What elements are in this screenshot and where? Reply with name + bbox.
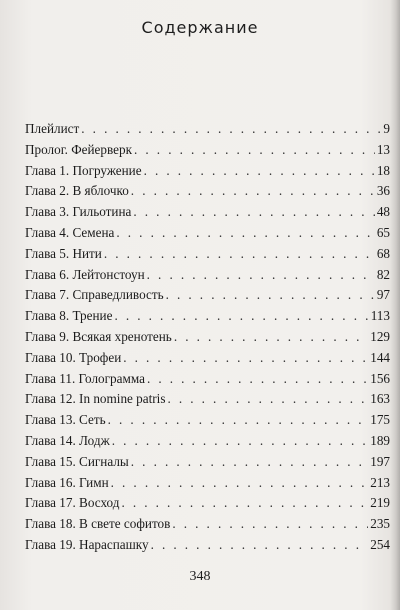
dot-leader: [167, 391, 368, 407]
toc-entry: [25, 516, 390, 537]
page-edge-shadow: [390, 0, 400, 610]
toc-entry-title: Глава 17. Восход: [25, 495, 120, 511]
toc-entry-title: Глава 13. Сеть: [25, 412, 106, 428]
toc-entry-page: 82: [376, 266, 390, 282]
toc-entry: [25, 350, 390, 371]
page-number: 348: [189, 569, 211, 584]
toc-entry-title: Пролог. Фейерверк: [25, 141, 133, 157]
dot-leader: [114, 308, 368, 324]
toc-entry: [25, 433, 390, 454]
toc-entry: [25, 225, 390, 246]
toc-entry-title: Глава 2. В яблочко: [25, 183, 129, 199]
toc-entry-title: Глава 10. Трофеи: [25, 349, 122, 365]
page-title: Содержание: [141, 18, 259, 37]
dot-leader: [172, 516, 368, 532]
toc-entry: [25, 246, 390, 267]
toc-entry: [25, 308, 390, 329]
toc-entry-title: Глава 9. Всякая хренотень: [25, 328, 172, 344]
toc-entry-page: 156: [370, 370, 390, 386]
toc-entry-title: Глава 16. Гимн: [25, 474, 109, 490]
toc-entry-page: 36: [376, 183, 390, 199]
dot-leader: [108, 412, 369, 428]
toc-entry-title: Глава 12. In nomine patris: [25, 391, 166, 407]
dot-leader: [151, 537, 369, 553]
toc-entry: [25, 391, 390, 412]
toc-entry-page: 18: [376, 162, 390, 178]
toc-entry-page: 213: [370, 474, 390, 490]
dot-leader: [147, 267, 375, 283]
toc-entry-page: 144: [370, 349, 390, 365]
toc-entry-title: Глава 8. Трение: [25, 308, 113, 324]
toc-entry-title: Глава 15. Сигналы: [25, 453, 129, 469]
toc-entry-page: 113: [370, 308, 390, 324]
toc-entry-page: 163: [370, 391, 390, 407]
toc-entry: [25, 495, 390, 516]
toc-entry-page: 68: [376, 245, 390, 261]
toc-entry: [25, 142, 390, 163]
dot-leader: [147, 371, 368, 387]
dot-leader: [166, 287, 375, 303]
toc-entry: [25, 475, 390, 496]
toc-entry: [25, 121, 390, 142]
dot-leader: [116, 225, 374, 241]
toc-entry: [25, 183, 390, 204]
toc-entry: [25, 163, 390, 184]
dot-leader: [121, 495, 368, 511]
toc-entry: [25, 537, 390, 558]
toc-entry-title: Глава 18. В свете софитов: [25, 516, 171, 532]
toc-entry-page: 219: [370, 495, 390, 511]
dot-leader: [81, 121, 381, 137]
toc-entry-page: 175: [370, 412, 390, 428]
dot-leader: [133, 204, 374, 220]
toc-entry-page: 13: [376, 141, 390, 157]
toc-entry-page: 254: [370, 536, 390, 552]
toc-entry: [25, 287, 390, 308]
toc-entry-title: Глава 1. Погружение: [25, 162, 142, 178]
dot-leader: [131, 454, 368, 470]
toc-entry-page: 235: [370, 516, 390, 532]
dot-leader: [144, 163, 375, 179]
dot-leader: [104, 246, 375, 262]
toc-entry-page: 189: [370, 432, 390, 448]
dot-leader: [111, 475, 369, 491]
toc-entry-page: 9: [383, 121, 390, 136]
toc-entry-title: Глава 3. Гильотина: [25, 204, 132, 220]
toc-entry: [25, 371, 390, 392]
toc-entry: [25, 412, 390, 433]
toc-entry-page: 65: [376, 224, 390, 240]
toc-entry-title: Глава 11. Голограмма: [25, 370, 145, 386]
toc-entry-page: 97: [376, 287, 390, 303]
dot-leader: [123, 350, 368, 366]
toc-entry-page: 197: [370, 453, 390, 469]
toc-entry: [25, 267, 390, 288]
toc-entry-title: Глава 6. Лейтонстоун: [25, 266, 145, 282]
toc-entry-title: Глава 5. Нити: [25, 245, 102, 261]
dot-leader: [174, 329, 368, 345]
toc-entry-page: 48: [376, 204, 390, 220]
toc-entry: [25, 329, 390, 350]
toc-entry-title: Глава 4. Семена: [25, 224, 115, 240]
dot-leader: [112, 433, 369, 449]
toc-entry-page: 129: [370, 328, 390, 344]
dot-leader: [134, 142, 375, 158]
toc-entry-title: Плейлист: [25, 121, 80, 136]
toc-entry-title: Глава 14. Лодж: [25, 432, 110, 448]
dot-leader: [131, 183, 375, 199]
toc-entry: [25, 204, 390, 225]
toc-entry-title: Глава 19. Нараспашку: [25, 536, 149, 552]
table-of-contents: [25, 121, 390, 558]
toc-entry: [25, 454, 390, 475]
toc-entry-title: Глава 7. Справедливость: [25, 287, 164, 303]
